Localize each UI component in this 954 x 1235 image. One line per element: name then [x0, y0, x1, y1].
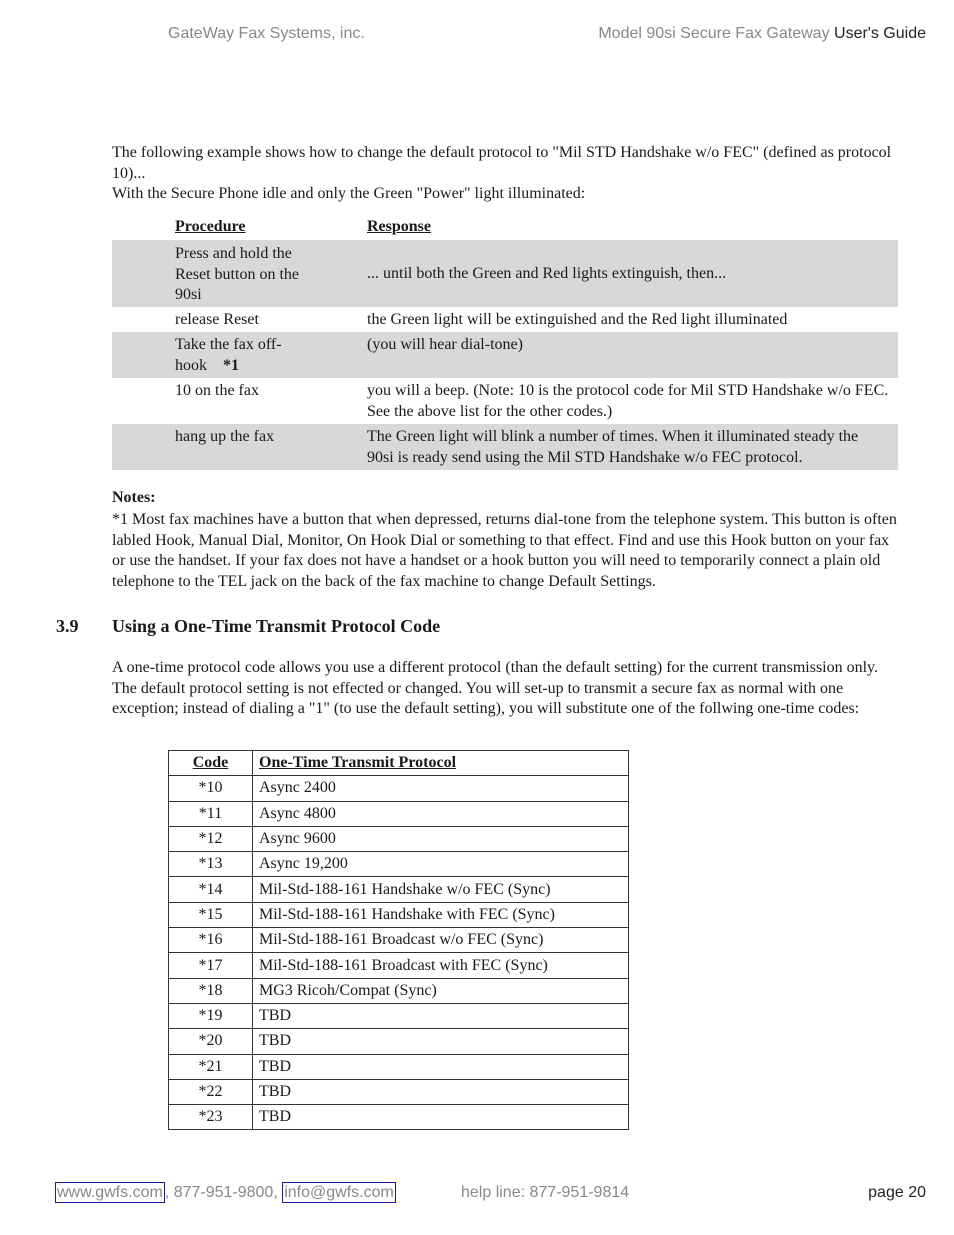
procedure-row: [112, 332, 898, 378]
website-link[interactable]: www.gwfs.com: [57, 1184, 163, 1201]
code-cell: *18: [169, 978, 253, 1003]
procedure-table-header: [112, 216, 898, 240]
notes-heading: Notes:: [112, 489, 156, 506]
header-company: GateWay Fax Systems, inc.: [168, 25, 365, 42]
procedure-header: Procedure: [175, 218, 246, 235]
email-link[interactable]: info@gwfs.com: [284, 1184, 394, 1201]
procedure-response: the Green light will be extinguished and the Red light illuminated: [367, 311, 788, 328]
protocol-cell: TBD: [253, 1079, 629, 1104]
code-table-row: [169, 1029, 629, 1054]
code-table-row: [169, 852, 629, 877]
footer-contact: [55, 1184, 396, 1202]
procedure-response: The Green light will blink a number of times. When it illuminated steady the 90si is ready send using the Mil STD Handshake w/o FEC protocol.: [367, 428, 859, 466]
code-table-header: [169, 751, 629, 776]
phone-text: , 877-951-9800,: [164, 1184, 283, 1201]
code-table: [168, 750, 629, 1130]
procedure-step: 10 on the fax: [175, 382, 259, 399]
protocol-cell: Mil-Std-188-161 Broadcast w/o FEC (Sync): [253, 928, 629, 953]
section-body: A one-time protocol code allows you use a different protocol (than the default setting) for the current transmission only. The default protocol setting is not effected or changed. You will set-up to transmit a secure fax as normal with one exception; instead of dialing a "1" (to use the default setting), you will substitute one of the follwing one-time codes:: [112, 659, 879, 718]
code-cell: *16: [169, 928, 253, 953]
footnote-marker: *1: [223, 356, 239, 374]
code-cell: *17: [169, 953, 253, 978]
protocol-cell: Async 19,200: [253, 852, 629, 877]
header-title: [598, 25, 926, 43]
notes-text: *1 Most fax machines have a button that when depressed, returns dial-tone from the telephone system. This button is often labled Hook, Manual Dial, Monitor, On Hook Dial or something to that effect. Find and use this Hook button on your fax or use the handset. If your fax does not have a handset or a hook button you will need to temporarily connect a plain old telephone to the TEL jack on the back of the fax machine to change Default Settings.: [112, 511, 897, 590]
code-cell: *15: [169, 902, 253, 927]
procedure-row: [112, 240, 898, 307]
protocol-cell: Async 2400: [253, 776, 629, 801]
code-cell: *11: [169, 801, 253, 826]
procedure-step: [175, 335, 297, 376]
code-cell: *21: [169, 1054, 253, 1079]
code-table-row: [169, 902, 629, 927]
code-header: Code: [169, 751, 253, 776]
code-cell: *10: [169, 776, 253, 801]
protocol-cell: TBD: [253, 1029, 629, 1054]
protocol-header: One-Time Transmit Protocol: [253, 751, 629, 776]
code-cell: *12: [169, 826, 253, 851]
helpline-text: help line: 877-951-9814: [461, 1184, 630, 1201]
code-table-row: [169, 1079, 629, 1104]
procedure-row: [112, 307, 898, 332]
code-table-row: [169, 953, 629, 978]
procedure-step: Press and hold the Reset button on the 90si: [175, 245, 299, 304]
protocol-cell: TBD: [253, 1054, 629, 1079]
protocol-cell: Async 4800: [253, 801, 629, 826]
protocol-cell: Mil-Std-188-161 Broadcast with FEC (Sync): [253, 953, 629, 978]
protocol-cell: MG3 Ricoh/Compat (Sync): [253, 978, 629, 1003]
code-cell: *13: [169, 852, 253, 877]
code-table-row: [169, 801, 629, 826]
code-cell: *19: [169, 1003, 253, 1028]
code-cell: *23: [169, 1105, 253, 1130]
procedure-response: ... until both the Green and Red lights extinguish, then...: [367, 265, 727, 282]
code-table-row: [169, 928, 629, 953]
code-table-row: [169, 826, 629, 851]
procedure-response: (you will hear dial-tone): [367, 336, 523, 353]
header-model: Model 90si Secure Fax Gateway: [598, 25, 830, 42]
code-table-row: [169, 1003, 629, 1028]
header-guide: User's Guide: [834, 25, 926, 42]
page-number: page 20: [868, 1184, 926, 1201]
procedure-step: hang up the fax: [175, 428, 275, 445]
code-table-row: [169, 776, 629, 801]
protocol-cell: TBD: [253, 1105, 629, 1130]
procedure-row: [112, 378, 898, 424]
code-table-row: [169, 1105, 629, 1130]
intro-line-1: The following example shows how to change the default protocol to "Mil STD Handshake w/o FEC" (defined as protocol 10)...: [112, 144, 892, 182]
code-cell: *22: [169, 1079, 253, 1104]
section-title: Using a One-Time Transmit Protocol Code: [112, 616, 441, 636]
procedure-response: you will a beep. (Note: 10 is the protocol code for Mil STD Handshake w/o FEC. See the above list for the other codes.): [367, 382, 889, 420]
code-cell: *20: [169, 1029, 253, 1054]
response-header: Response: [367, 218, 432, 235]
protocol-cell: Mil-Std-188-161 Handshake w/o FEC (Sync): [253, 877, 629, 902]
procedure-step-text: Take the fax off-hook: [175, 336, 282, 374]
code-table-row: [169, 978, 629, 1003]
protocol-cell: TBD: [253, 1003, 629, 1028]
protocol-cell: Async 9600: [253, 826, 629, 851]
procedure-table: [112, 216, 898, 470]
procedure-row: [112, 424, 898, 470]
procedure-step: release Reset: [175, 311, 259, 328]
code-table-row: [169, 1054, 629, 1079]
section-number: 3.9: [56, 616, 79, 636]
intro-paragraph: [112, 143, 898, 205]
code-cell: *14: [169, 877, 253, 902]
code-table-row: [169, 877, 629, 902]
intro-line-2: With the Secure Phone idle and only the Green "Power" light illuminated:: [112, 185, 586, 203]
protocol-cell: Mil-Std-188-161 Handshake with FEC (Sync): [253, 902, 629, 927]
